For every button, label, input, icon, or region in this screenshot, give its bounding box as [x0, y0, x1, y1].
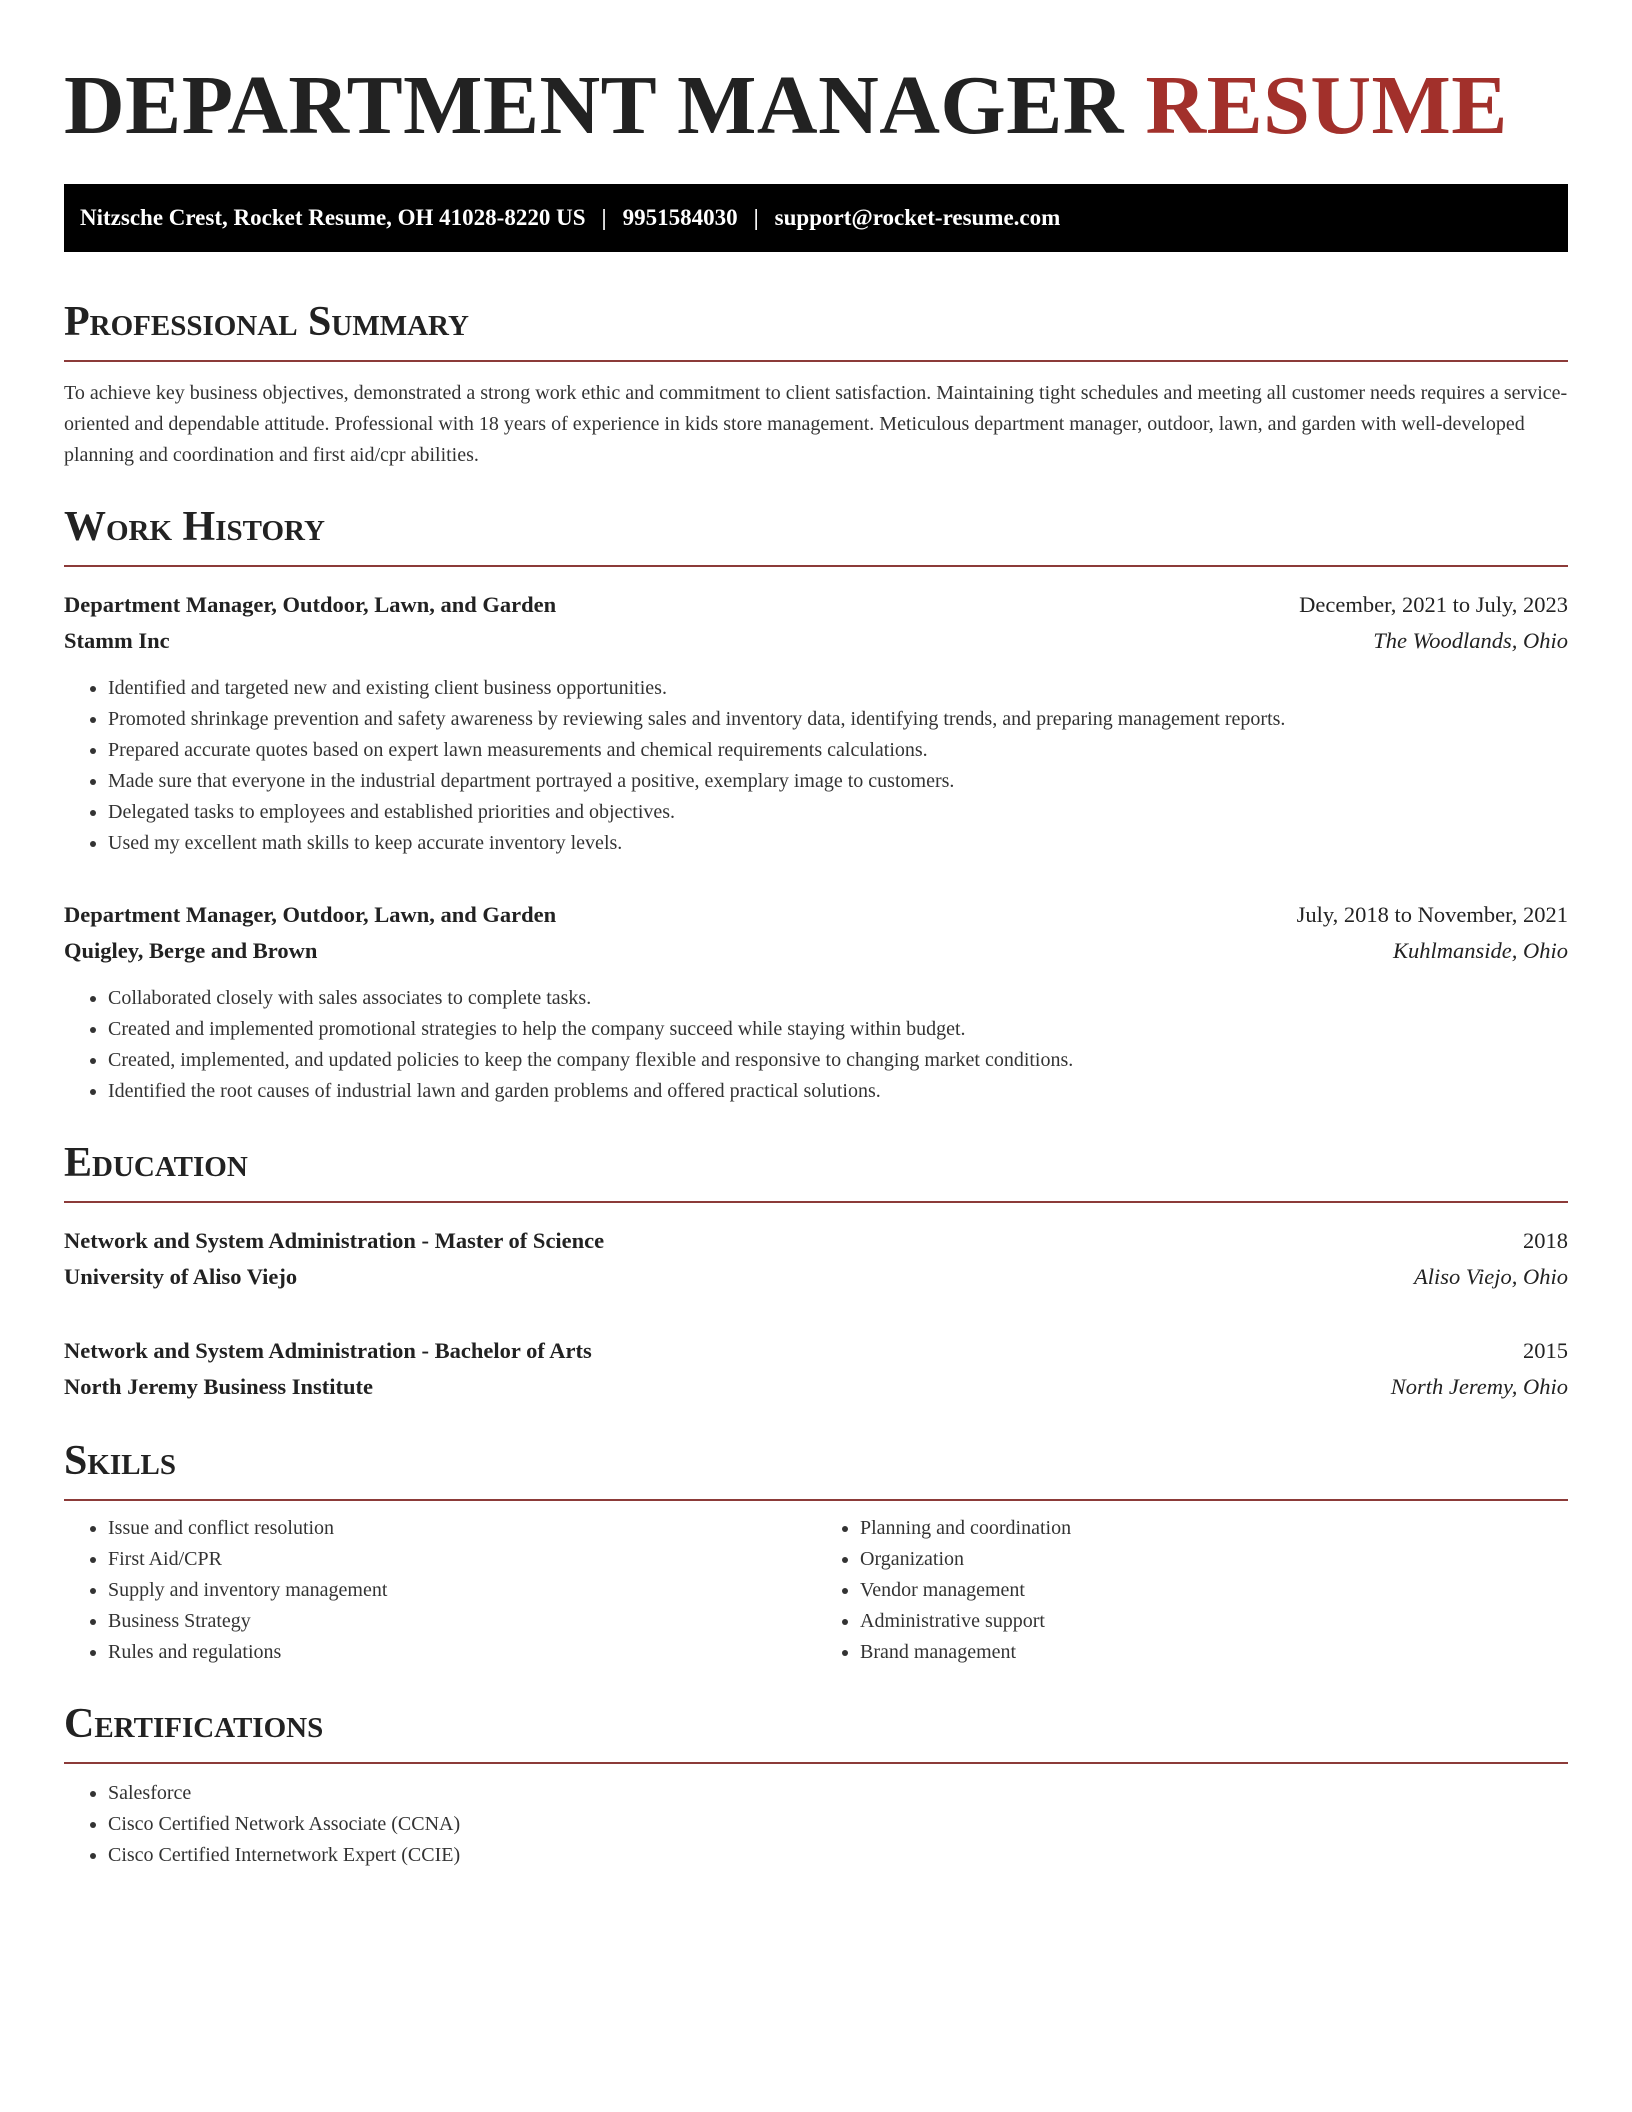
- skills-columns: [64, 1513, 1568, 1668]
- job-bullet: • Prepared accurate quotes based on expert lawn measurements and chemical requirements calculations.: [108, 735, 1568, 766]
- job-dates: July, 2018 to November, 2021: [1296, 902, 1568, 927]
- certification-item: • Salesforce: [108, 1778, 1568, 1809]
- skill-item: • Business Strategy: [108, 1606, 816, 1637]
- title-main: DEPARTMENT MANAGER: [64, 59, 1124, 152]
- skill-item: • Brand management: [860, 1637, 1568, 1668]
- certification-item: • Cisco Certified Internetwork Expert (CCIE): [108, 1840, 1568, 1871]
- education-entry: [64, 1223, 1568, 1295]
- job-location: Kuhlmanside, Ohio: [1392, 938, 1568, 963]
- skill-item: • First Aid/CPR: [108, 1544, 816, 1575]
- job-bullets: [64, 983, 1568, 1107]
- job-entry: [64, 897, 1568, 1107]
- certifications-list: [64, 1778, 1568, 1871]
- skill-item: • Vendor management: [860, 1575, 1568, 1606]
- title-accent: RESUME: [1145, 59, 1508, 152]
- job-bullet: • Made sure that everyone in the industrial department portrayed a positive, exemplary image to customers.: [108, 766, 1568, 797]
- education-year: 2015: [1523, 1338, 1568, 1363]
- contact-bar: [64, 184, 1568, 252]
- job-bullet: • Created and implemented promotional strategies to help the company succeed while staying within budget.: [108, 1014, 1568, 1045]
- education-degree: Network and System Administration - Master of Science: [64, 1228, 605, 1253]
- page-title: [64, 48, 1568, 156]
- education-school: University of Aliso Viejo: [64, 1264, 298, 1289]
- job-bullet: • Delegated tasks to employees and established priorities and objectives.: [108, 797, 1568, 828]
- job-entry: [64, 587, 1568, 859]
- job-title: Department Manager, Outdoor, Lawn, and Garden: [64, 592, 557, 617]
- summary-text: To achieve key business objectives, demonstrated a strong work ethic and commitment to client satisfaction. Maintaining tight schedules and meeting all customer needs requires a service-oriented and dependable attitude. Professional with 18 years of experience in kids store management. Meticulous department manager, outdoor, lawn, and garden with well-developed planning and coordination and first aid/cpr abilities.: [64, 382, 1568, 466]
- job-bullet: • Used my excellent math skills to keep accurate inventory levels.: [108, 828, 1568, 859]
- contact-phone: 9951584030: [622, 205, 738, 230]
- skills-list-right: [816, 1513, 1568, 1668]
- education-heading: Education: [64, 1137, 1568, 1203]
- skill-item: • Organization: [860, 1544, 1568, 1575]
- job-bullet: • Identified and targeted new and existing client business opportunities.: [108, 673, 1568, 704]
- skill-item: • Planning and coordination: [860, 1513, 1568, 1544]
- job-dates: December, 2021 to July, 2023: [1299, 592, 1568, 617]
- education-location: North Jeremy, Ohio: [1390, 1374, 1568, 1399]
- skills-heading: Skills: [64, 1435, 1568, 1501]
- education-degree: Network and System Administration - Bachelor of Arts: [64, 1338, 592, 1363]
- job-bullet: • Created, implemented, and updated policies to keep the company flexible and responsive to changing market conditions.: [108, 1045, 1568, 1076]
- certification-item: • Cisco Certified Network Associate (CCNA): [108, 1809, 1568, 1840]
- summary-heading: Professional Summary: [64, 296, 1568, 362]
- skill-item: • Issue and conflict resolution: [108, 1513, 816, 1544]
- job-bullet: • Promoted shrinkage prevention and safety awareness by reviewing sales and inventory data, identifying trends, and preparing management reports.: [108, 704, 1568, 735]
- skill-item: • Rules and regulations: [108, 1637, 816, 1668]
- skills-list-left: [64, 1513, 816, 1668]
- education-school: North Jeremy Business Institute: [64, 1374, 373, 1399]
- skill-item: • Supply and inventory management: [108, 1575, 816, 1606]
- contact-address: Nitzsche Crest, Rocket Resume, OH 41028-8220 US: [80, 205, 586, 230]
- job-title: Department Manager, Outdoor, Lawn, and Garden: [64, 902, 557, 927]
- job-bullets: [64, 673, 1568, 859]
- contact-email: support@rocket-resume.com: [774, 205, 1061, 230]
- job-location: The Woodlands, Ohio: [1373, 628, 1568, 653]
- skill-item: • Administrative support: [860, 1606, 1568, 1637]
- work-history-heading: Work History: [64, 501, 1568, 567]
- job-company: Stamm Inc: [64, 628, 170, 653]
- education-year: 2018: [1523, 1228, 1568, 1253]
- job-company: Quigley, Berge and Brown: [64, 938, 318, 963]
- job-bullet: • Identified the root causes of industrial lawn and garden problems and offered practical solutions.: [108, 1076, 1568, 1107]
- certifications-heading: Certifications: [64, 1698, 1568, 1764]
- contact-separator: |: [601, 205, 607, 230]
- job-bullet: • Collaborated closely with sales associates to complete tasks.: [108, 983, 1568, 1014]
- contact-separator: |: [753, 205, 759, 230]
- education-entry: [64, 1333, 1568, 1405]
- education-location: Aliso Viejo, Ohio: [1414, 1264, 1568, 1289]
